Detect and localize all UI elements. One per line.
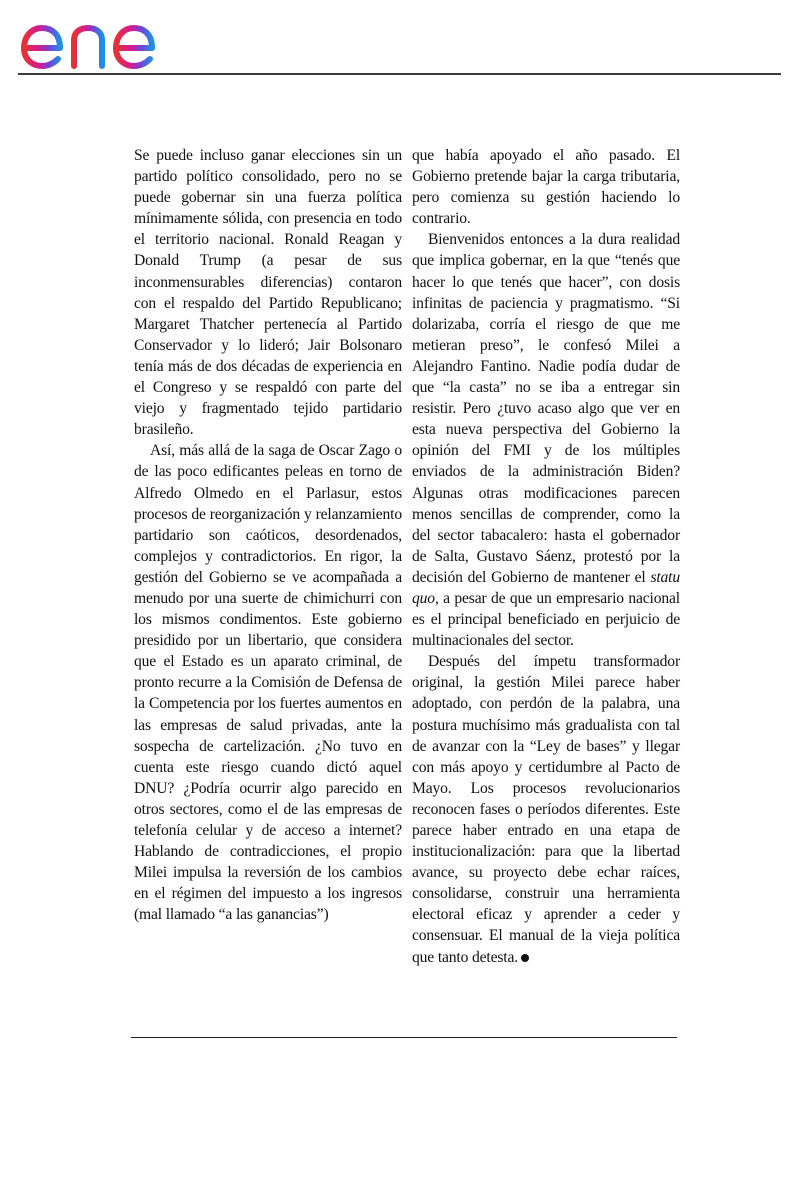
- paragraph-text: , a pesar de que un empresario nacional es el principal beneficiado en perjuicio de multinacionales del sector.: [412, 589, 680, 650]
- page-header: [0, 0, 800, 76]
- article-column-left: [134, 145, 402, 925]
- article-end-divider: [131, 1037, 677, 1038]
- paragraph-text: Bienvenidos entonces a la dura realidad que implica gobernar, en la que “tenés que hacer lo que tenés que hacer”, con dosis infinitas de paciencia y pragmatismo. “Si dolarizaba, corría el riesgo de que me metieran preso”, le confesó Milei a Alejandro Fantino. Nadie podía dudar de que “la casta” no se iba a entregar sin resistir. Pero ¿tuvo acaso algo que ver en esta nueva perspectiva del Gobierno la opinión del FMI y de los múltiples enviados de la administración Biden? Algunas otras modificaciones parecen menos sencillas de comprender, como la del sector tabacalero: hasta el gobernador de Salta, Gustavo Sáenz, protestó por la decisión del Gobierno de mantener el: [412, 231, 680, 586]
- article-body: [134, 145, 681, 1030]
- article-column-right: [412, 145, 680, 968]
- paragraph: que había apoyado el año pasado. El Gobierno pretende bajar la carga tributaria, pero comienza su gestión haciendo lo contrario.: [412, 147, 680, 228]
- paragraph: [412, 229, 680, 651]
- paragraph-text: Después del ímpetu transformador original, la gestión Milei parece haber adoptado, con perdón de la palabra, una postura muchísimo más gradualista con tal de avanzar con la “Ley de bases” y llegar con más apoyo y certidumbre al Pacto de Mayo. Los procesos revolucionarios reconocen fases o períodos diferentes. Este parece haber entrado en una etapa de institucionalización: para que la libertad avance, su proyecto debe echar raíces, consolidarse, construir una herramienta electoral eficaz y aprender a ceder y consensuar. El manual de la vieja política que tanto detesta.: [412, 653, 680, 966]
- italic-phrase: statu quo: [412, 568, 681, 607]
- paragraph: Así, más allá de la saga de Oscar Zago o de las poco edificantes peleas en torno de Alfredo Olmedo en el Parlasur, estos procesos de reorganización y relanzamiento partidario son caóticos, desordenados, complejos y contradictorios. En rigor, la gestión del Gobierno se ve acompañada a menudo por una suerte de chimichurri con los mismos condimentos. Este gobierno presidido por un libertario, que considera que el Estado es un aparato criminal, de pronto recurre a la Comisión de Defensa de la Competencia por los fuertes aumentos en las empresas de salud privadas, ante la sospecha de cartelización. ¿No tuvo en cuenta este riesgo cuando dictó aquel DNU? ¿Podría ocurrir algo parecido en otros sectores, como el de las empresas de telefonía celular y de acceso a internet? Hablando de contradicciones, el propio Milei impulsa la reversión de los cambios en el régimen del impuesto a los ingresos (mal llamado “a las ganancias”): [134, 442, 402, 924]
- enel-logo: [18, 4, 198, 70]
- paragraph: [412, 651, 680, 967]
- header-divider: [18, 73, 781, 75]
- paragraph: Se puede incluso ganar elecciones sin un partido político consolidado, pero no se puede gobernar sin una fuerza política mínimamente sólida, con presencia en todo el territorio nacional. Ronald Reagan y Donald Trump (a pesar de sus inconmensurables diferencias) contaron con el respaldo del Partido Republicano; Margaret Thatcher pertenecía al Partido Conservador y lo lideró; Jair Bolsonaro tenía más de dos décadas de experiencia en el Congreso y se respaldó con parte del viejo y fragmentado tejido partidario brasileño.: [134, 147, 402, 439]
- end-of-article-mark: [521, 954, 529, 962]
